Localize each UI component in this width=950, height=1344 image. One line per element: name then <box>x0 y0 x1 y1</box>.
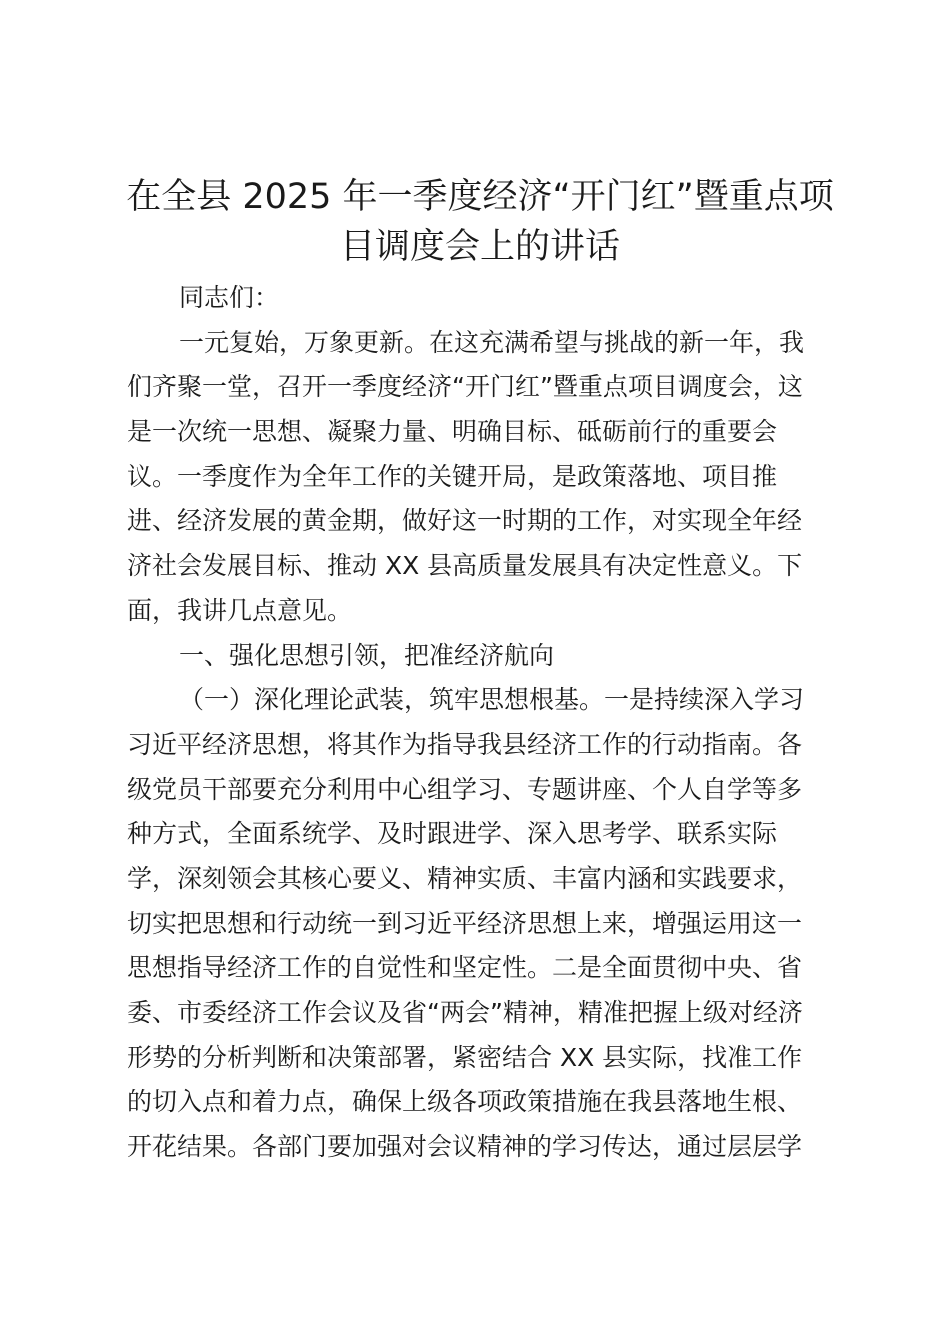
paragraph-line: 一元复始，万象更新。在这充满希望与挑战的新一年，我 <box>179 327 805 357</box>
paragraph-line: 形势的分析判断和决策部署，紧密结合 XX 县实际，找准工作 <box>127 1042 803 1072</box>
title-line: 目调度会上的讲话 <box>339 227 620 267</box>
paragraph-line: 级党员干部要充分利用中心组学习、专题讲座、个人自学等多 <box>127 774 803 804</box>
paragraph-line: 议。一季度作为全年工作的关键开局，是政策落地、项目推 <box>127 461 778 491</box>
paragraph-line: 面，我讲几点意见。 <box>127 595 353 625</box>
paragraph-line: 委、市委经济工作会议及省“两会”精神，精准把握上级对经济 <box>127 998 803 1027</box>
salutation: 同志们： <box>179 283 280 312</box>
paragraph-line: 进、经济发展的黄金期，做好这一时期的工作，对实现全年经 <box>127 506 803 536</box>
title-line: 在全县 2025 年一季度经济“开门红”暨重点项 <box>126 177 834 217</box>
section-heading: 一、强化思想引领，把准经济航向 <box>179 640 555 670</box>
paragraph-line: 开花结果。各部门要加强对会议精神的学习传达，通过层层学 <box>127 1132 803 1162</box>
document-title <box>110 172 850 272</box>
paragraph-line: 习近平经济思想，将其作为指导我县经济工作的行动指南。各 <box>127 729 803 759</box>
paragraph-line: 种方式，全面系统学、及时跟进学、深入思考学、联系实际 <box>127 819 778 849</box>
paragraph-line: 学，深刻领会其核心要义、精神实质、丰富内涵和实践要求， <box>127 863 803 893</box>
paragraph-line: （一）深化理论武装，筑牢思想根基。一是持续深入学习 <box>179 685 805 715</box>
paragraph-line: 切实把思想和行动统一到习近平经济思想上来，增强运用这一 <box>127 908 803 938</box>
paragraph-line: 思想指导经济工作的自觉性和坚定性。二是全面贯彻中央、省 <box>127 953 803 983</box>
paragraph-line: 是一次统一思想、凝聚力量、明确目标、砥砺前行的重要会 <box>127 417 778 447</box>
paragraph-line: 们齐聚一堂，召开一季度经济“开门红”暨重点项目调度会，这 <box>127 372 803 402</box>
document-body <box>127 276 827 1170</box>
paragraph-line: 的切入点和着力点，确保上级各项政策措施在我县落地生根、 <box>127 1087 803 1117</box>
paragraph-line: 济社会发展目标、推动 XX 县高质量发展具有决定性意义。下 <box>127 551 803 581</box>
